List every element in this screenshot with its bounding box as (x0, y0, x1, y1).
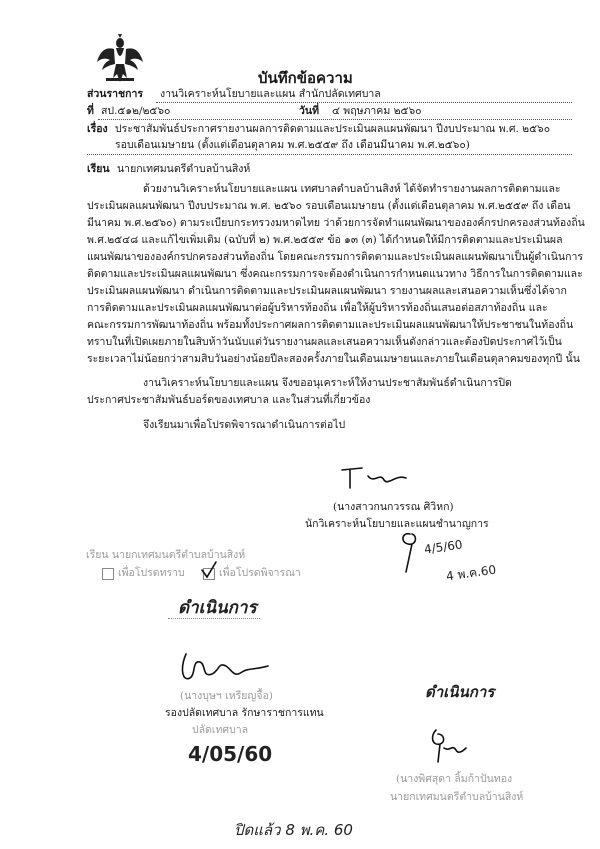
garuda-emblem-icon (96, 34, 144, 84)
department-value: งานวิเคราะห์นโยบายและแผน สำนักปลัดเทศบาล (160, 88, 381, 100)
date-label: วันที่ (299, 105, 319, 117)
reference-rule (98, 119, 572, 120)
approval-signer-name: (นางบุษฯ เหรียญจื้อ) (180, 690, 273, 702)
body-line: พ.ศ.๒๕๔๘ และแก้ไขเพิ่มเติม (ฉบับที่ ๒) พ.ศ.๒๕๕๙ ข้อ ๑๓ (๓) ได้กำหนดให้มีการติดตามและประเมินผล (87, 234, 563, 246)
body-line: มีนาคม พ.ศ.๒๕๖๐) ตามระเบียบกระทรวงมหาดไทย ว่าด้วยการจัดทำแผนพัฒนาขององค์กรปกครองส่วนท้องถิ่น (87, 217, 585, 229)
signature-1 (340, 464, 410, 490)
body-line: ประเมินผลแผนพัฒนา ปีงบประมาณ พ.ศ. ๒๕๖๐ รอบเดือนเมษายน (ตั้งแต่เดือนตุลาคม พ.ศ.๒๕๕๙ ถึง เดือน (87, 200, 571, 212)
option-1-checkbox (102, 568, 114, 580)
subject-label: เรื่อง (87, 123, 108, 135)
checkmark-icon (200, 560, 218, 580)
body-line: แผนพัฒนาขององค์กรปกครองส่วนท้องถิ่น โดยคณะกรรมการติดตามและประเมินผลแผนพัฒนาเป็นผู้ดำเนินการ (87, 251, 583, 263)
body-paragraph-2 (87, 376, 575, 407)
reference-label: ที่ (87, 105, 94, 117)
body-line: ทราบในที่เปิดเผยภายในสิบห้าวันนับแต่วันรายงานผลและเสนอความเห็นดังกล่าวและต้องปิดประกาศไว้เป็น (87, 336, 562, 348)
body-line: ติดตามและประเมินผลแผนพัฒนา ซึ่งคณะกรรมการจะต้องดำเนินการกำหนดแนวทาง วิธีการในการติดตามและ (87, 268, 583, 280)
body-paragraph-1 (87, 182, 585, 366)
salutation-label: เรียน (87, 163, 110, 175)
signature-2 (176, 648, 276, 688)
note-rule (168, 618, 260, 619)
approval-signer-position-2: ปลัดเทศบาล (192, 724, 249, 736)
option-1-label: เพื่อโปรดทราบ (118, 567, 185, 579)
department-label: ส่วนราชการ (87, 88, 144, 100)
body-line: คณะกรรมการพัฒนาท้องถิ่น พร้อมทั้งประกาศผลการติดตามและประเมินผลแผนพัฒนาให้ประชาชนในท้องถิ่น (87, 319, 574, 331)
body-line: ระยะเวลาไม่น้อยกว่าสามสิบวันอย่างน้อยปีละสองครั้งภายในเดือนเมษายนและภายในเดือนตุลาคมของทุกปี นั้น (87, 353, 580, 365)
body-line: งานวิเคราะห์นโยบายและแผน จึงขออนุเคราะห์ให้งานประชาสัมพันธ์ดำเนินการปิด (143, 377, 512, 389)
body-line: ประกาศประชาสัมพันธ์บอร์ดของเทศบาล และในส่วนที่เกี่ยวข้อง (87, 394, 371, 406)
subject-rule (87, 154, 572, 155)
body-line: การติดตามและประเมินผลแผนพัฒนาต่อผู้บริหารท้องถิ่น เพื่อให้ผู้บริหารท้องถิ่นเสนอต่อสภาท้องถิ่น และ (87, 302, 548, 314)
body-line: ประเมินผลแผนพัฒนา ดำเนินการติดตามและประเมินผลแผนพัฒนา รายงานผลและเสนอความเห็นซึ่งได้จาก (87, 285, 567, 297)
body-paragraph-3: จึงเรียนมาเพื่อโปรดพิจารณาดำเนินการต่อไป (143, 419, 346, 431)
approval-signer-position-1: รองปลัดเทศบาล รักษาราชการแทน (165, 707, 324, 719)
signer-1-name: (นางสาวกนกวรรณ ศิวิหก) (333, 501, 454, 513)
reference-value: สป.๕๑๒/๒๕๖๐ (101, 105, 171, 117)
subject-line-1: ประชาสัมพันธ์ประกาศรายงานผลการติดตามและประเมินผลแผนพัฒนา ปีงบประมาณ พ.ศ. ๒๕๖๐ (115, 123, 551, 135)
signer-2-position: นายกเทศมนตรีตำบลบ้านสิงห์ (390, 791, 524, 803)
option-2-label: เพื่อโปรดพิจารณา (219, 567, 301, 579)
footer-handwritten-note: ปิดแล้ว 8 พ.ค. 60 (234, 821, 353, 839)
executive-handwritten-note: ดำเนินการ (425, 683, 495, 701)
subject-line-2: รอบเดือนเมษายน (ตั้งแต่เดือนตุลาคม พ.ศ.๒๕๕๙ ถึง เดือนมีนาคม พ.ศ.๒๕๖๐) (115, 139, 470, 151)
approval-handwritten-note: ดำเนินการ (178, 598, 257, 618)
margin-date-1: 4/5/60 (423, 537, 464, 557)
approval-salutation: เรียน นายกเทศมนตรีตำบลบ้านสิงห์ (86, 549, 246, 561)
signer-1-position: นักวิเคราะห์นโยบายและแผนชำนาญการ (305, 518, 489, 530)
department-rule (156, 102, 572, 103)
signer-2-name: (นางพิศสุดา ลิ้มก้าปันทอง (396, 773, 513, 785)
document-title: บันทึกข้อความ (258, 69, 353, 87)
signature-3 (426, 724, 470, 768)
date-value: ๔ พฤษภาคม ๒๕๖๐ (332, 105, 422, 117)
salutation-value: นายกเทศมนตรีตำบลบ้านสิงห์ (117, 163, 251, 175)
approval-date: 4/05/60 (188, 742, 273, 766)
margin-date-2: 4 พ.ค.60 (445, 562, 497, 584)
body-line: ด้วยงานวิเคราะห์นโยบายและแผน เทศบาลตำบลบ้านสิงห์ ได้จัดทำรายงานผลการติดตามและ (143, 183, 561, 195)
